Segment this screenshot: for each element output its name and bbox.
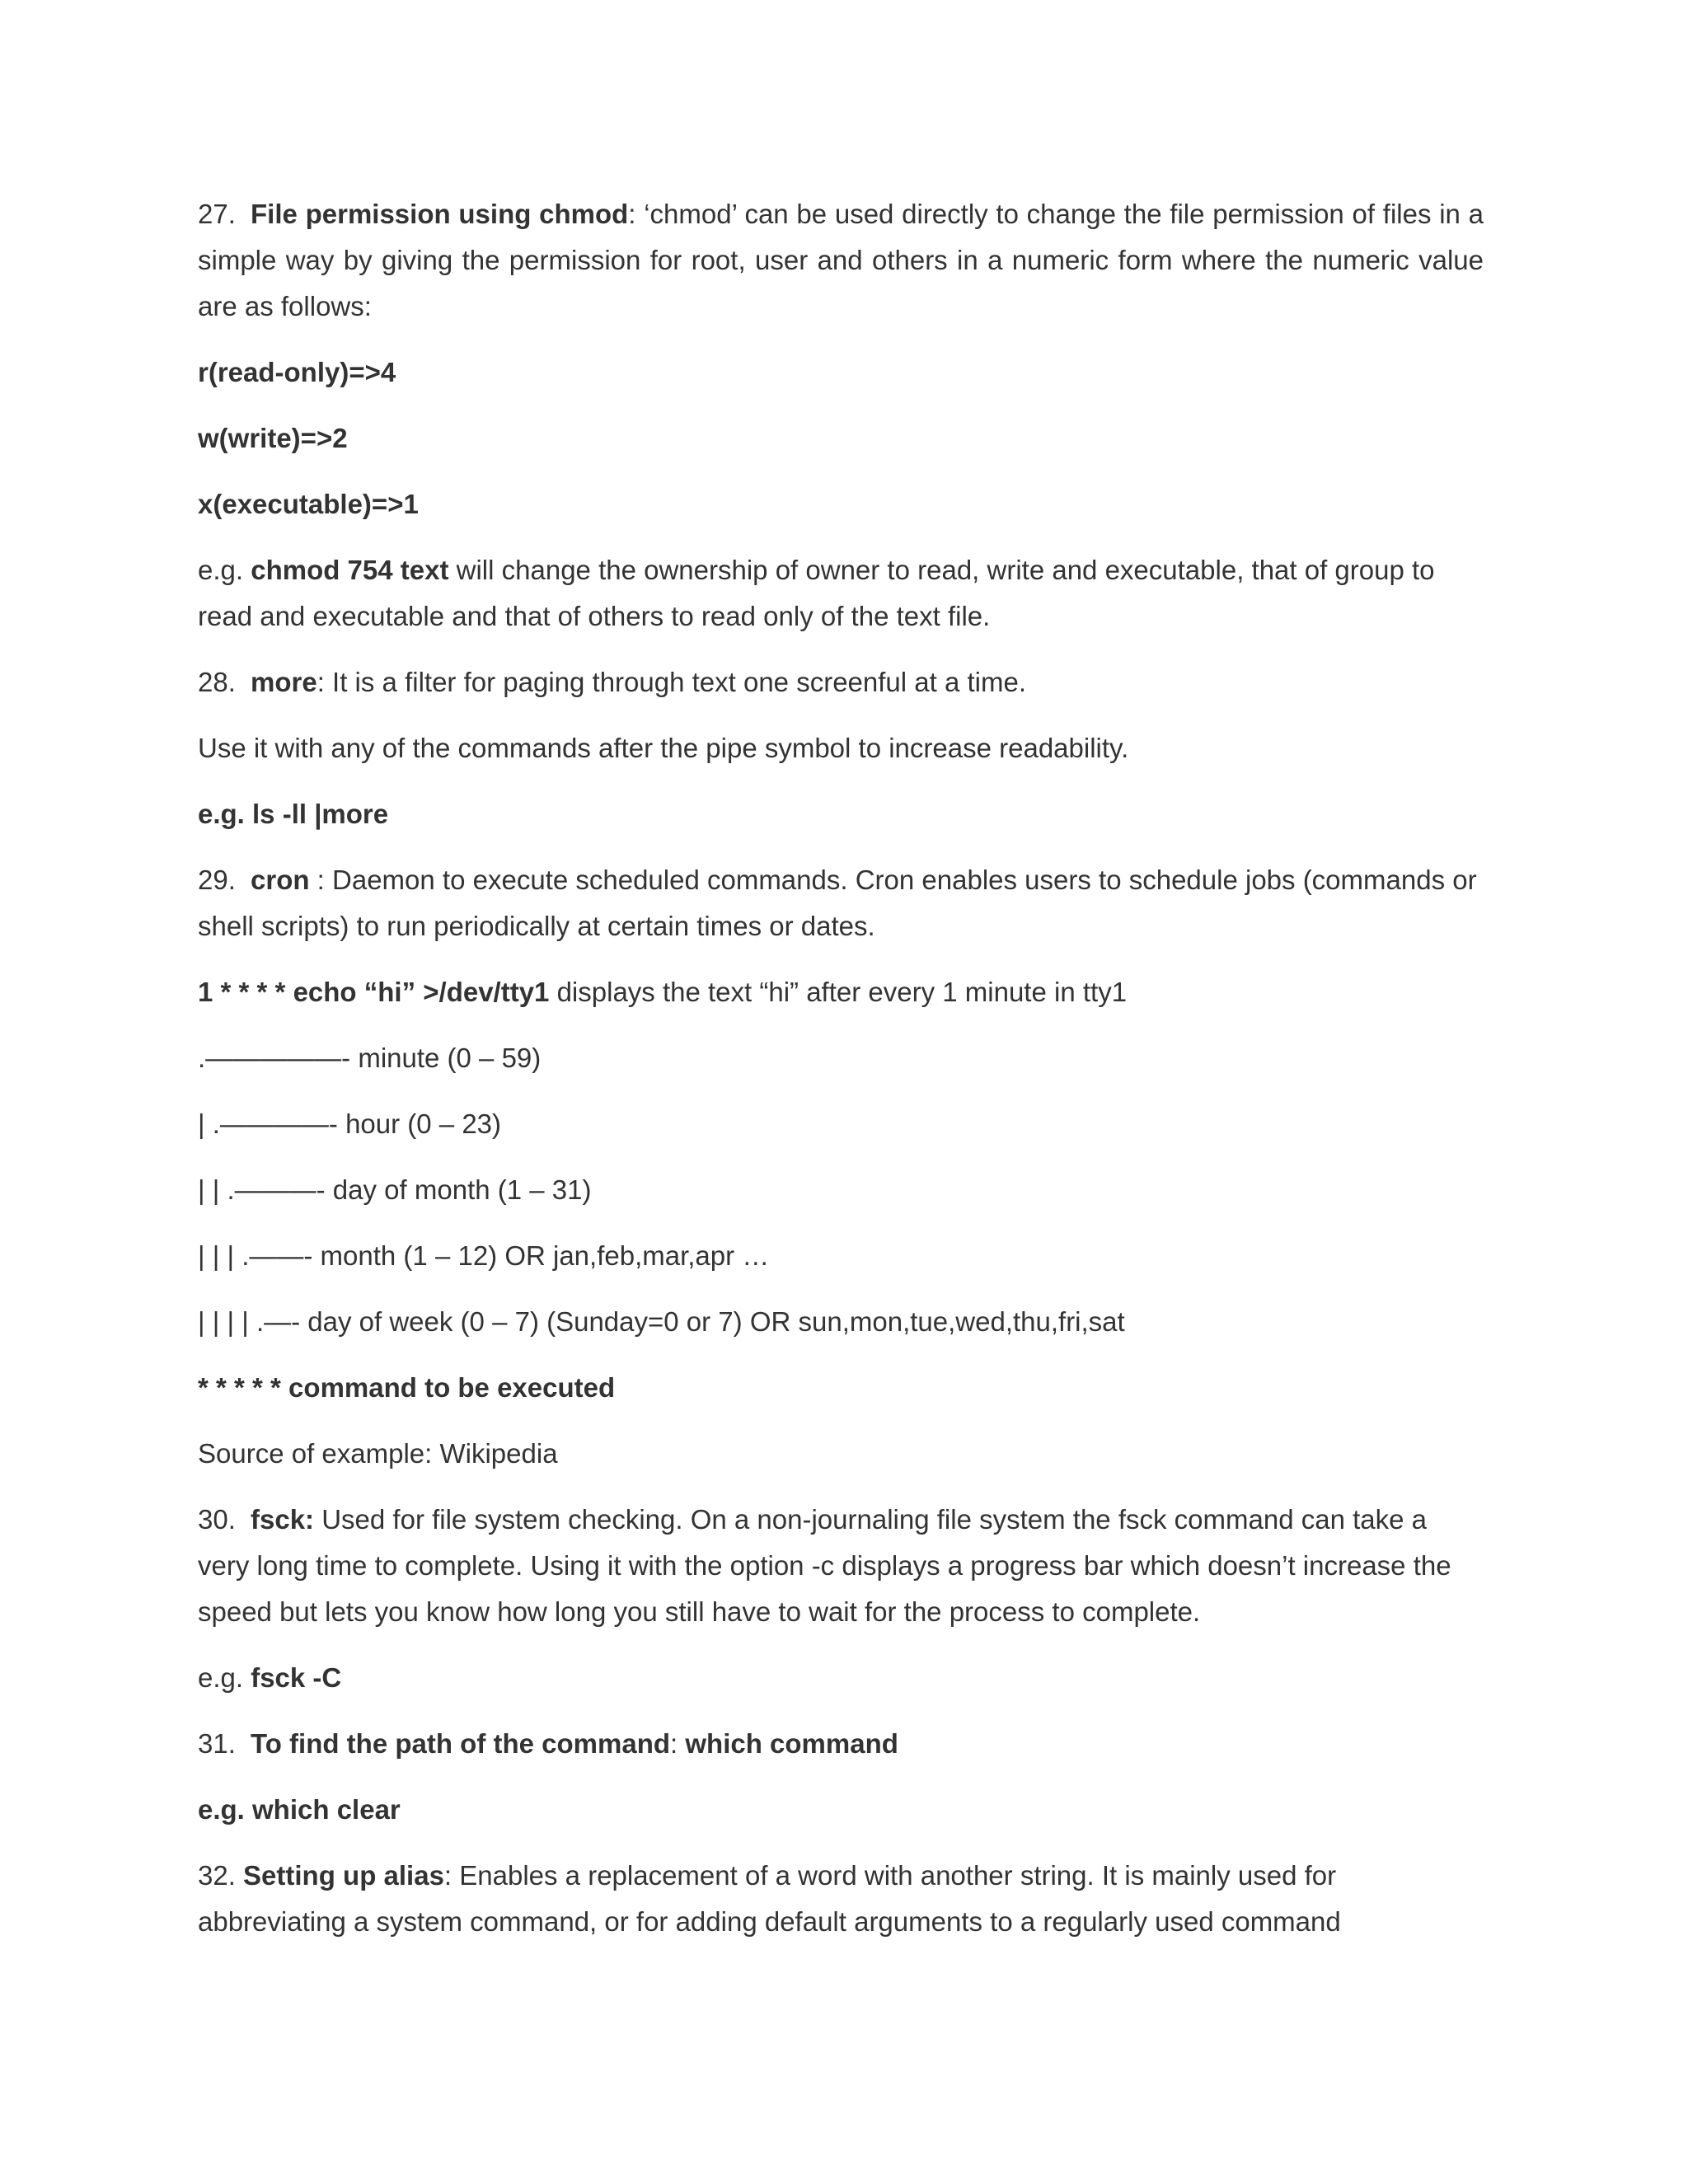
which-example [198,1787,1484,1833]
item-number: 31. [198,1728,236,1759]
item-number: 29. [198,865,236,895]
example-prefix: e.g. [198,1662,251,1693]
item-title: File permission using chmod [251,199,629,229]
cron-source: Source of example: Wikipedia [198,1438,558,1469]
item-number: 30. [198,1504,236,1535]
cron-field-day-of-month: | | .———- day of month (1 – 31) [198,1174,592,1205]
example-command: 1 * * * * echo “hi” >/dev/tty1 [198,977,550,1007]
item-number: 28. [198,667,236,697]
fsck-example [198,1655,1484,1701]
more-note: Use it with any of the commands after the pipe symbol to increase readability. [198,733,1129,763]
permission-read-text: r(read-only)=>4 [198,357,396,387]
permission-value-execute [198,481,1484,527]
example-command: chmod 754 text [251,555,449,585]
permission-value-write [198,415,1484,462]
cron-field-hour: | .————- hour (0 – 23) [198,1108,502,1139]
example-prefix: e.g. [198,555,251,585]
item-number: 27. [198,199,236,229]
item-title: cron [251,865,310,895]
chmod-example [198,547,1484,640]
separator: : [670,1728,686,1759]
item-title: more [251,667,317,697]
permission-write-text: w(write)=>2 [198,423,348,453]
item-text: : Enables a replacement of a word with another string. It is mainly used for abbreviating a system command, or for adding default arguments to a regularly used command [198,1860,1341,1937]
item-text: : Daemon to execute scheduled commands. Cron enables users to schedule jobs (commands or shell scripts) to run periodically at certain times or dates. [198,865,1477,941]
command-text: which command [685,1728,898,1759]
item-text: : It is a filter for paging through text one screenful at a time. [316,667,1026,697]
example-command: fsck -C [251,1662,342,1693]
item-title: Setting up alias [243,1860,444,1891]
item-32-paragraph [198,1853,1484,1945]
cron-field-month: | | | .——- month (1 – 12) OR jan,feb,mar,apr … [198,1240,770,1271]
item-28-paragraph [198,659,1484,705]
item-text: : ‘chmod’ can be used directly to change the file permission of files in a simple way by giving the permission for root, user and others in a numeric form where the numeric value are as follows: [198,199,1484,321]
more-example [198,791,1484,837]
item-29-paragraph [198,857,1484,949]
cron-example [198,969,1484,1015]
permission-value-read [198,349,1484,396]
example-text: displays the text “hi” after every 1 minute in tty1 [549,977,1128,1007]
cron-field-day-of-week: | | | | .—- day of week (0 – 7) (Sunday=0 or 7) OR sun,mon,tue,wed,thu,fri,sat [198,1306,1125,1337]
item-27-paragraph [198,191,1484,330]
document-page [198,191,1484,1965]
cron-field-minute: .—————- minute (0 – 59) [198,1043,542,1073]
example-text: will change the ownership of owner to read, write and executable, that of group to read and executable and that of others to read only of the text file. [198,555,1435,631]
example-command: e.g. ls -ll |more [198,799,389,829]
item-30-paragraph [198,1497,1484,1635]
item-number: 32. [198,1860,244,1891]
item-31-paragraph [198,1721,1484,1767]
cron-command-line [198,1365,1484,1411]
item-text: Used for file system checking. On a non-journaling file system the fsck command can take a very long time to complete. Using it with the option -c displays a progress bar which doesn’t increase the speed but lets you know how long you still have to wait for the process to complete. [198,1504,1451,1627]
command-line-text: * * * * * command to be executed [198,1372,616,1403]
item-title: To find the path of the command [251,1728,671,1759]
example-command: e.g. which clear [198,1794,401,1825]
permission-execute-text: x(executable)=>1 [198,489,419,519]
item-title: fsck: [251,1504,315,1535]
